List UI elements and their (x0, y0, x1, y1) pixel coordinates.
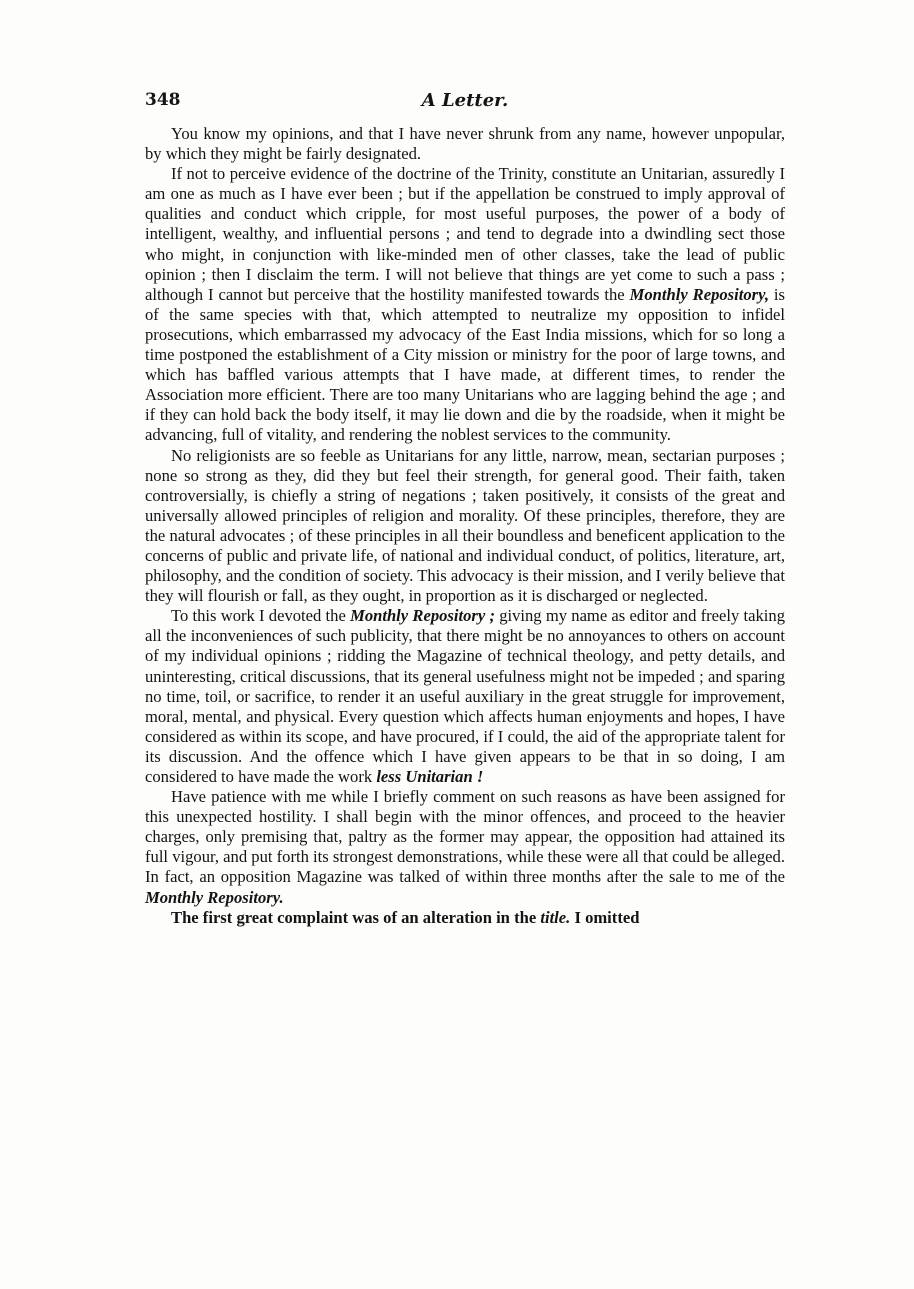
text-run: Have patience with me while I briefly comment on such reasons as have been assigned for this unexpected hostility. I shall begin with the minor offences, and proceed to the heavier charges, only premising that, paltry as the former may appear, the opposition had attained its full vigour, and put forth its strongest demonstrations, while these were all that could be alleged. In fact, an opposition Magazine was talked of within three months after the sale to me of the (145, 787, 785, 887)
text-run: giving my name as editor and freely taking all the inconveniences of such publicity, that there might be no annoyances to others on account of my individual opinions ; ridding the Magazine of technical theology, and petty details, and uninteresting, critical discussions, that its general usefulness might not be impeded ; and sparing no time, toil, or sacrifice, to render it an useful auxiliary in the great struggle for improvement, moral, mental, and physical. Every question which affects human enjoyments and hopes, I have considered as within its scope, and have procured, if I could, the aid of the appropriate talent for its discussion. And the offence which I have given appears to be that in so doing, I am considered to have made the work (145, 606, 785, 786)
italic-phrase: less Unitarian ! (376, 767, 484, 786)
text-run: If not to perceive evidence of the doctrine of the Trinity, constitute an Unitarian, assuredly I am one as much as I have ever been ; but if the appellation be construed to imply approval of qualities and conduct which cripple, for most useful purposes, the power of a body of intelligent, wealthy, and influential persons ; and tend to degrade into a dwindling sect those who might, in conjunction with like-minded men of other classes, take the lead of public opinion ; then I disclaim the term. I will not believe that things are yet come to such a pass ; although I cannot but perceive that the hostility manifested towards the (145, 164, 785, 304)
running-head (145, 90, 785, 114)
paragraph (145, 164, 785, 445)
text-run: I omitted (570, 907, 640, 927)
text-run: No religionists are so feeble as Unitarians for any little, narrow, mean, sectarian purposes ; none so strong as they, did they but feel their strength, for general good. Their faith, taken controversially, is chiefly a string of negations ; taken positively, it consists of the great and universally allowed principles of religion and morality. Of these principles, therefore, they are the natural advocates ; of these principles in all their boundless and beneficent application to the concerns of public and private life, of national and individual conduct, of politics, literature, art, philosophy, and the condition of society. This advocacy is their mission, and I verily believe that they will flourish or fall, as they ought, in proportion as it is discharged or neglected. (145, 445, 785, 606)
text-run: The first great complaint was of an alteration in the (171, 907, 541, 927)
paragraph (145, 124, 785, 164)
running-title: A Letter. (421, 90, 509, 111)
italic-phrase: title. (540, 907, 571, 927)
paragraph (145, 908, 785, 928)
text-run: To this work I devoted the (171, 606, 351, 626)
italic-phrase: Monthly Repository, (629, 284, 769, 304)
text-run: You know my opinions, and that I have never shrunk from any name, however unpopular, by which they might be fairly designated. (145, 124, 785, 164)
italic-phrase: Monthly Repository ; (350, 606, 495, 626)
italic-phrase: Monthly Repository. (145, 887, 284, 907)
text-run: is of the same species with that, which attempted to neutralize my opposition to infidel prosecutions, which embarrassed my advocacy of the East India missions, which for so long a time postponed the establishment of a City mission or ministry for the poor of large towns, and which has baffled various attempts that I have made, at different times, to render the Association more efficient. There are too many Unitarians who are lagging behind the age ; and if they can hold back the body itself, it may lie down and die by the roadside, when it might be advancing, full of vitality, and rendering the noblest services to the community. (145, 284, 785, 445)
page-number: 348 (145, 90, 181, 110)
paragraph (145, 787, 785, 908)
paragraph (145, 606, 785, 787)
letter-body (145, 124, 785, 928)
paragraph (145, 446, 785, 607)
